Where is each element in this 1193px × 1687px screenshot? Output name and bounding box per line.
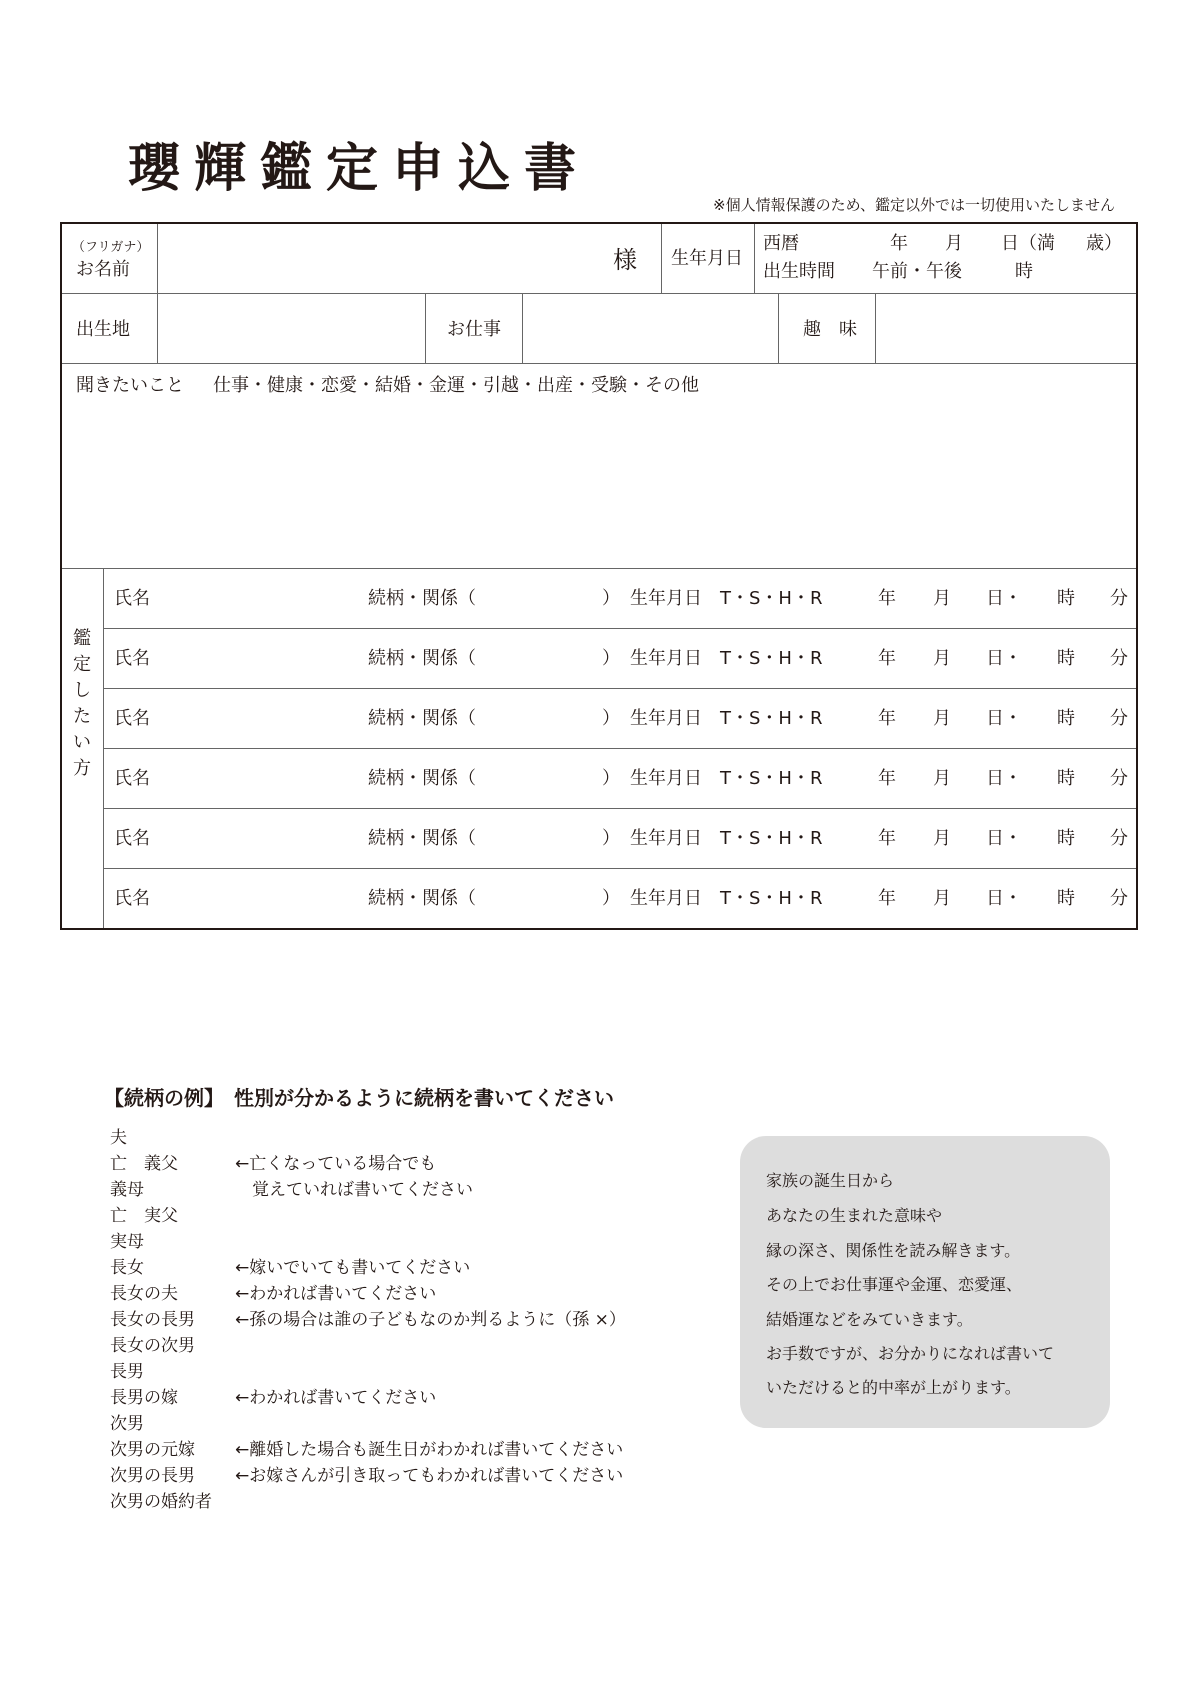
col-divider	[522, 293, 523, 363]
example-note: ←離婚した場合も誕生日がわかれば書いてください	[235, 1440, 624, 1460]
example-relation: 亡 義父	[110, 1154, 178, 1174]
age-label: 歳）	[1086, 233, 1122, 254]
era-label: T・S・H・R	[720, 648, 823, 669]
relation-close-paren: ）	[602, 768, 620, 789]
person-birthdate-label: 生年月日	[630, 588, 702, 609]
note-line: 家族の誕生日から	[766, 1171, 895, 1190]
col-divider	[661, 224, 662, 293]
example-relation: 次男の長男	[110, 1466, 195, 1486]
person-minute-label: 分	[1110, 648, 1128, 669]
person-year-label: 年	[878, 648, 896, 669]
example-note: ←わかれば書いてください	[235, 1284, 437, 1304]
example-relation: 長女の次男	[110, 1336, 195, 1356]
person-hour-label: 時	[1057, 648, 1075, 669]
application-form	[60, 222, 1138, 930]
example-relation: 夫	[110, 1128, 127, 1148]
person-month-label: 月	[933, 588, 951, 609]
row-divider	[62, 568, 1136, 569]
birth-time-label: 出生時間	[763, 261, 835, 282]
example-relation: 長女	[110, 1258, 144, 1278]
person-name-label: 氏名	[114, 648, 150, 669]
example-relation: 義母	[110, 1180, 144, 1200]
era-label: T・S・H・R	[720, 828, 823, 849]
note-line: お手数ですが、お分かりになれば書いて	[766, 1344, 1055, 1363]
person-birthdate-label: 生年月日	[630, 708, 702, 729]
person-name-label: 氏名	[114, 768, 150, 789]
col-divider	[875, 293, 876, 363]
person-minute-label: 分	[1110, 828, 1128, 849]
person-birthdate-label: 生年月日	[630, 648, 702, 669]
birthplace-label: 出生地	[76, 319, 130, 340]
persons-label-char: 鑑	[73, 628, 91, 649]
person-row-divider	[103, 628, 1136, 629]
person-day-label: 日・	[986, 768, 1022, 789]
person-relation-label: 続柄・関係（	[368, 708, 476, 729]
person-month-label: 月	[933, 648, 951, 669]
page-title: 瓔輝鑑定申込書	[128, 139, 591, 199]
person-row-divider	[103, 808, 1136, 809]
person-hour-label: 時	[1057, 768, 1075, 789]
person-year-label: 年	[878, 828, 896, 849]
question-topics: 仕事・健康・恋愛・結婚・金運・引越・出産・受験・その他	[213, 375, 699, 396]
persons-label-char: し	[73, 680, 91, 701]
person-row-divider	[103, 688, 1136, 689]
era-label: T・S・H・R	[720, 588, 823, 609]
hour-label: 時	[1015, 261, 1033, 282]
person-day-label: 日・	[986, 828, 1022, 849]
relation-close-paren: ）	[602, 588, 620, 609]
relation-close-paren: ）	[602, 828, 620, 849]
person-relation-label: 続柄・関係（	[368, 768, 476, 789]
person-month-label: 月	[933, 828, 951, 849]
person-day-label: 日・	[986, 708, 1022, 729]
col-divider	[157, 293, 158, 363]
person-hour-label: 時	[1057, 708, 1075, 729]
person-relation-label: 続柄・関係（	[368, 588, 476, 609]
person-hour-label: 時	[1057, 888, 1075, 909]
row-divider	[62, 293, 1136, 294]
example-note: ←わかれば書いてください	[235, 1388, 437, 1408]
note-line: 縁の深さ、関係性を読み解きます。	[766, 1241, 1021, 1260]
person-relation-label: 続柄・関係（	[368, 648, 476, 669]
example-relation: 実母	[110, 1232, 144, 1252]
person-year-label: 年	[878, 708, 896, 729]
person-name-label: 氏名	[114, 888, 150, 909]
person-month-label: 月	[933, 708, 951, 729]
person-name-label: 氏名	[114, 828, 150, 849]
honorific: 様	[613, 246, 637, 274]
example-note: ←孫の場合は誰の子どもなのか判るように（孫 ×）	[235, 1310, 626, 1330]
relation-close-paren: ）	[602, 708, 620, 729]
month-label: 月	[945, 233, 963, 254]
example-relation: 次男の婚約者	[110, 1492, 212, 1512]
ampm-label: 午前・午後	[872, 261, 962, 282]
person-day-label: 日・	[986, 588, 1022, 609]
col-divider	[157, 224, 158, 293]
persons-label-char: 方	[73, 758, 91, 779]
seireki-label: 西暦	[763, 233, 799, 254]
person-birthdate-label: 生年月日	[630, 888, 702, 909]
example-note: ←嫁いでいても書いてください	[235, 1258, 471, 1278]
person-day-label: 日・	[986, 888, 1022, 909]
person-birthdate-label: 生年月日	[630, 768, 702, 789]
persons-label-char: た	[73, 706, 91, 727]
person-month-label: 月	[933, 768, 951, 789]
person-row-divider	[103, 868, 1136, 869]
explanation-box	[740, 1136, 1110, 1428]
year-label: 年	[890, 233, 908, 254]
person-minute-label: 分	[1110, 768, 1128, 789]
birthdate-label: 生年月日	[671, 248, 743, 269]
col-divider	[778, 293, 779, 363]
person-name-label: 氏名	[114, 588, 150, 609]
example-relation: 長女の長男	[110, 1310, 195, 1330]
row-divider	[62, 363, 1136, 364]
era-label: T・S・H・R	[720, 888, 823, 909]
person-relation-label: 続柄・関係（	[368, 828, 476, 849]
relation-close-paren: ）	[602, 888, 620, 909]
persons-label-char: い	[73, 732, 91, 753]
hobby-label: 趣 味	[803, 319, 857, 340]
example-note: ←亡くなっている場合でも	[235, 1154, 437, 1174]
person-row-divider	[103, 748, 1136, 749]
job-label: お仕事	[447, 319, 501, 340]
relation-close-paren: ）	[602, 648, 620, 669]
note-line: 結婚運などをみていきます。	[766, 1310, 973, 1329]
era-label: T・S・H・R	[720, 708, 823, 729]
example-relation: 次男の元嫁	[110, 1440, 195, 1460]
person-relation-label: 続柄・関係（	[368, 888, 476, 909]
questions-label: 聞きたいこと	[76, 375, 184, 396]
person-day-label: 日・	[986, 648, 1022, 669]
note-line: あなたの生まれた意味や	[766, 1206, 943, 1225]
person-minute-label: 分	[1110, 708, 1128, 729]
note-line: いただけると的中率が上がります。	[766, 1378, 1021, 1397]
furigana-label: （フリガナ）	[72, 240, 150, 255]
guide-heading: 【続柄の例】 性別が分かるように続柄を書いてください	[104, 1086, 614, 1110]
note-line: その上でお仕事運や金運、恋愛運、	[766, 1275, 1023, 1294]
example-relation: 亡 実父	[110, 1206, 178, 1226]
example-relation: 長女の夫	[110, 1284, 178, 1304]
col-divider	[754, 224, 755, 293]
name-label: お名前	[76, 259, 130, 280]
example-relation: 長男の嫁	[110, 1388, 178, 1408]
example-note: ←お嫁さんが引き取ってもわかれば書いてください	[235, 1466, 624, 1486]
col-divider	[425, 293, 426, 363]
day-age-label: 日（満	[1001, 233, 1055, 254]
person-birthdate-label: 生年月日	[630, 828, 702, 849]
person-name-label: 氏名	[114, 708, 150, 729]
person-year-label: 年	[878, 888, 896, 909]
person-year-label: 年	[878, 588, 896, 609]
example-relation: 次男	[110, 1414, 144, 1434]
privacy-note: ※個人情報保護のため、鑑定以外では一切使用いたしません	[713, 196, 1115, 214]
person-minute-label: 分	[1110, 888, 1128, 909]
era-label: T・S・H・R	[720, 768, 823, 789]
person-month-label: 月	[933, 888, 951, 909]
persons-label-char: 定	[73, 654, 91, 675]
person-minute-label: 分	[1110, 588, 1128, 609]
person-year-label: 年	[878, 768, 896, 789]
person-hour-label: 時	[1057, 588, 1075, 609]
person-hour-label: 時	[1057, 828, 1075, 849]
example-note: 覚えていれば書いてください	[235, 1180, 473, 1200]
example-relation: 長男	[110, 1362, 144, 1382]
